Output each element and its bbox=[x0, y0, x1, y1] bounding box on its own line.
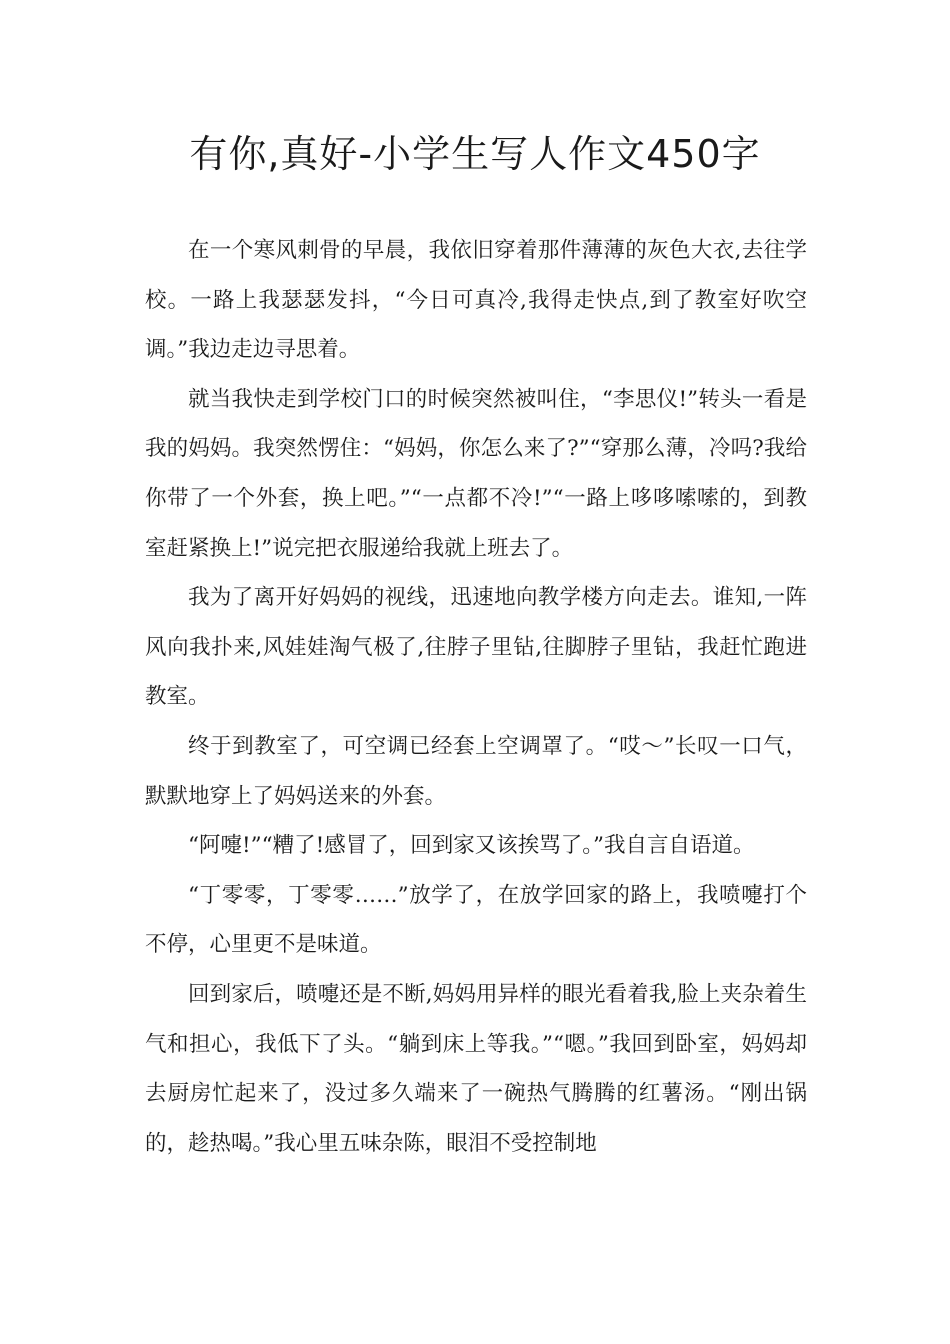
document-title: 有你,真好-小学生写人作文450字 bbox=[189, 132, 761, 176]
paragraph-1: 在一个寒风刺骨的早晨，我依旧穿着那件薄薄的灰色大衣,去往学校。一路上我瑟瑟发抖，“今日可真冷,我得走快点,到了教室好吹空调。”我边走边寻思着。 bbox=[145, 238, 807, 363]
paragraph-3: 我为了离开好妈妈的视线，迅速地向教学楼方向走去。谁知,一阵风向我扑来,风娃娃淘气极了,往脖子里钻,往脚脖子里钻，我赶忙跑进教室。 bbox=[145, 585, 807, 710]
paragraph-5: “阿嚏!”“糟了!感冒了，回到家又该挨骂了。”我自言自语道。 bbox=[188, 833, 755, 859]
paragraph-7: 回到家后，喷嚏还是不断,妈妈用异样的眼光看着我,脸上夹杂着生气和担心，我低下了头。“躺到床上等我。”“嗯。”我回到卧室，妈妈却去厨房忙起来了，没过多久端来了一碗热气腾腾的红薯汤。“刚出锅的，趁热喝。”我心里五味杂陈，眼泪不受控制地 bbox=[145, 981, 807, 1156]
paragraph-2: 就当我快走到学校门口的时候突然被叫住，“李思仪!”转头一看是我的妈妈。我突然愣住：“妈妈，你怎么来了?”“穿那么薄，冷吗?我给你带了一个外套，换上吧。”“一点都不冷!”“一路上哆哆嗦嗦的，到教室赶紧换上!”说完把衣服递给我就上班去了。 bbox=[145, 386, 807, 561]
paragraph-6: “丁零零，丁零零……”放学了，在放学回家的路上，我喷嚏打个不停，心里更不是味道。 bbox=[145, 882, 807, 958]
document-body bbox=[145, 226, 807, 1168]
paragraph-4: 终于到教室了，可空调已经套上空调罩了。“哎～”长叹一口气，默默地穿上了妈妈送来的外套。 bbox=[145, 733, 807, 809]
